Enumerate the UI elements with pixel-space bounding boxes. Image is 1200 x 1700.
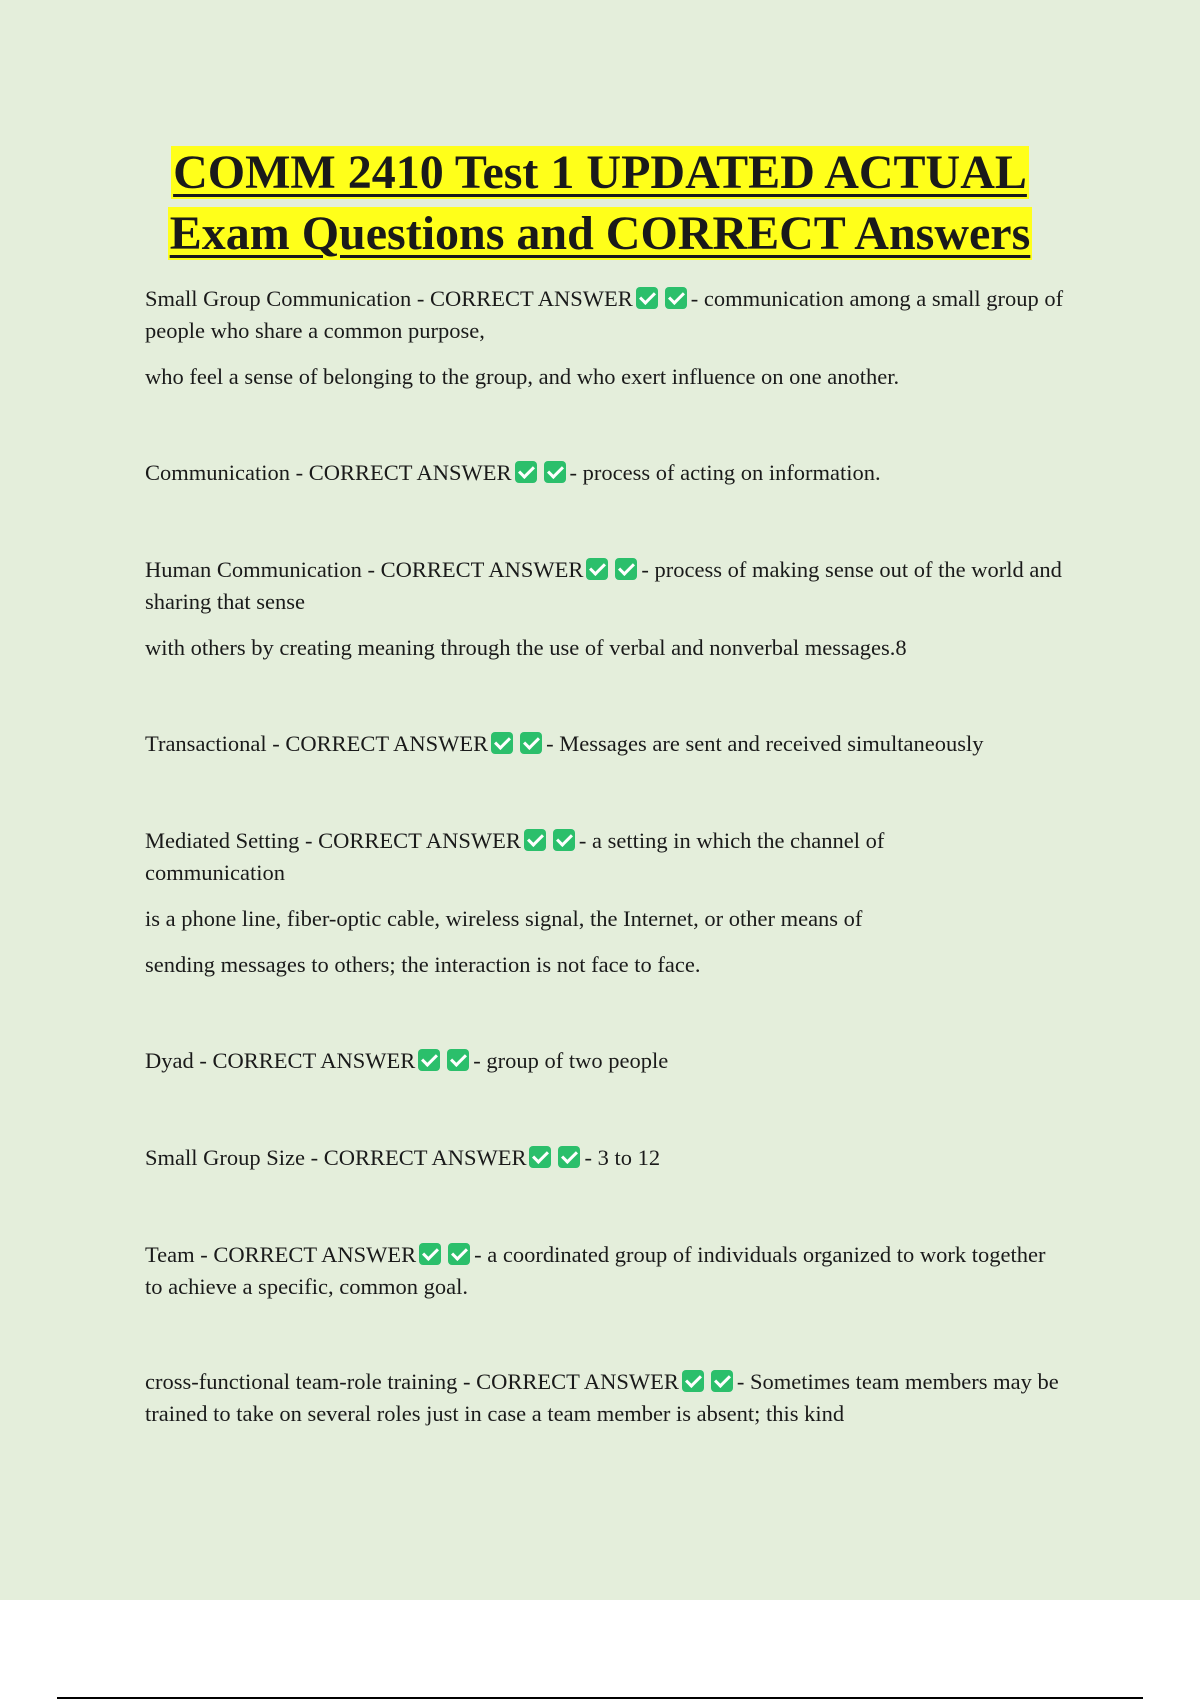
footer-divider: [57, 1697, 1143, 1699]
check-mark-icon: [682, 1370, 704, 1392]
entry-term: Communication: [145, 460, 290, 485]
check-mark-icon: [515, 461, 537, 483]
check-mark-icon: [615, 558, 637, 580]
check-mark-icon: [448, 1243, 470, 1265]
check-mark-icon: [418, 1049, 440, 1071]
title-line-1: COMM 2410 Test 1 UPDATED ACTUAL: [173, 146, 1027, 199]
entry-term: Team: [145, 1242, 195, 1267]
entry-definition-continued: with others by creating meaning through the use of verbal and nonverbal messages.8: [145, 635, 907, 660]
check-mark-icon: [586, 558, 608, 580]
check-mark-icon: [665, 287, 687, 309]
entry-human-communication: Human Communication - CORRECT ANSWER - process of making sense out of the world and sharing that sense: [145, 557, 1062, 614]
correct-answer-label: CORRECT ANSWER: [429, 286, 633, 311]
check-mark-icon: [529, 1146, 551, 1168]
check-mark-icon: [520, 732, 542, 754]
correct-answer-label: CORRECT ANSWER: [323, 1145, 527, 1170]
check-mark-icon: [553, 829, 575, 851]
check-mark-icon: [544, 461, 566, 483]
correct-answer-label: CORRECT ANSWER: [308, 460, 512, 485]
entry-definition: - 3 to 12: [584, 1145, 661, 1170]
entry-definition: - group of two people: [473, 1048, 669, 1073]
correct-answer-label: CORRECT ANSWER: [212, 1048, 416, 1073]
entry-term: Small Group Communication: [145, 286, 412, 311]
entry-term: Mediated Setting: [145, 828, 300, 853]
entry-term: Small Group Size: [145, 1145, 305, 1170]
check-mark-icon: [558, 1146, 580, 1168]
entry-term: Transactional: [145, 731, 267, 756]
entry-term: Human Communication: [145, 557, 362, 582]
correct-answer-label: CORRECT ANSWER: [476, 1369, 679, 1394]
entry-small-group-communication: Small Group Communication - CORRECT ANSWER - communication among a small group of people who share a common purpose,: [145, 286, 1064, 343]
entry-small-group-size: Small Group Size - CORRECT ANSWER - 3 to 12: [145, 1145, 661, 1170]
check-mark-icon: [491, 732, 513, 754]
entry-transactional: Transactional - CORRECT ANSWER - Messages are sent and received simultaneously: [145, 731, 984, 756]
entry-cross-functional-team-role-training: cross-functional team-role training - CORRECT ANSWER - Sometimes team members may be trained to take on several roles just in case a team member is absent; this kind: [145, 1369, 1059, 1426]
entry-term: cross-functional team-role training: [145, 1369, 458, 1394]
entry-definition: - a setting in which the channel of communication: [145, 828, 885, 885]
check-mark-icon: [711, 1370, 733, 1392]
correct-answer-label: CORRECT ANSWER: [213, 1242, 417, 1267]
check-mark-icon: [419, 1243, 441, 1265]
correct-answer-label: CORRECT ANSWER: [380, 557, 584, 582]
entry-definition: - Messages are sent and received simultaneously: [546, 731, 984, 756]
check-mark-icon: [636, 287, 658, 309]
entry-definition: - communication among a small group of people who share a common purpose,: [145, 286, 1064, 343]
correct-answer-label: CORRECT ANSWER: [318, 828, 521, 853]
entry-definition: - process of making sense out of the world and sharing that sense: [145, 557, 1062, 614]
entry-communication: Communication - CORRECT ANSWER - process of acting on information.: [145, 460, 881, 485]
entry-definition-continued: is a phone line, fiber-optic cable, wireless signal, the Internet, or other means of: [145, 906, 863, 931]
entry-dyad: Dyad - CORRECT ANSWER - group of two people: [145, 1048, 669, 1073]
entry-definition: - Sometimes team members may be trained to take on several roles just in case a team member is absent; this kind: [145, 1369, 1059, 1426]
title-line-2: Exam Questions and CORRECT Answers: [169, 207, 1031, 260]
check-mark-icon: [524, 829, 546, 851]
check-mark-icon: [447, 1049, 469, 1071]
entry-definition-continued: sending messages to others; the interaction is not face to face.: [145, 952, 701, 977]
entry-definition: - process of acting on information.: [569, 460, 881, 485]
entry-definition: - a coordinated group of individuals organized to work together to achieve a specific, common goal.: [145, 1242, 1046, 1299]
correct-answer-label: CORRECT ANSWER: [285, 731, 489, 756]
entry-team: Team - CORRECT ANSWER - a coordinated group of individuals organized to work together to achieve a specific, common goal.: [145, 1242, 1046, 1299]
entry-term: Dyad: [145, 1048, 194, 1073]
entry-mediated-setting: Mediated Setting - CORRECT ANSWER - a setting in which the channel of communication: [145, 828, 885, 885]
entry-definition-continued: who feel a sense of belonging to the group, and who exert influence on one another.: [145, 364, 900, 389]
document-title: [0, 142, 1200, 264]
